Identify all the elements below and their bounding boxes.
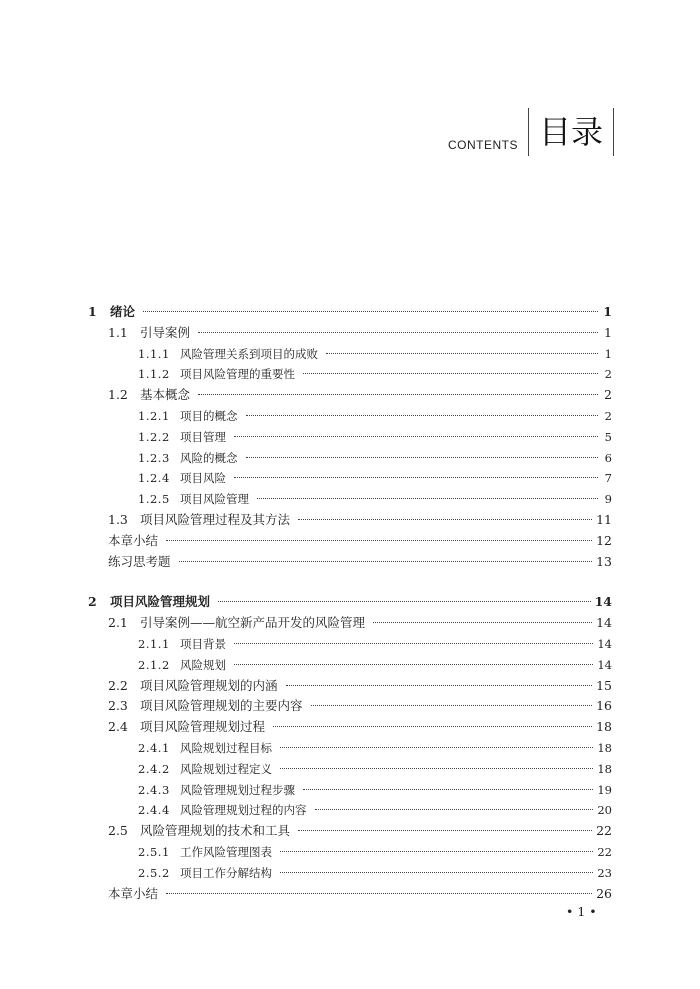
toc-entry-title: 项目的概念 — [180, 408, 238, 423]
toc-entry[interactable] — [88, 863, 612, 884]
toc-entry-title: 风险规划过程目标 — [180, 740, 272, 755]
toc-entry[interactable] — [88, 406, 612, 427]
toc-entry-number: 2.5 — [108, 823, 128, 839]
toc-entry-number: 2.5.2 — [138, 865, 170, 880]
toc-entry-title: 项目工作分解结构 — [180, 865, 272, 880]
dot-leader — [198, 394, 598, 395]
toc-entry-number: 1.3 — [108, 511, 128, 527]
toc-entry[interactable] — [88, 800, 612, 821]
toc-entry-page: 14 — [596, 615, 612, 631]
dot-leader — [218, 601, 591, 602]
toc-entry-page: 2 — [604, 367, 612, 382]
contents-header — [448, 108, 614, 156]
dot-leader — [280, 851, 593, 852]
toc-entry-title: 引导案例——航空新产品开发的风险管理 — [140, 615, 366, 631]
toc-entry-page: 20 — [597, 803, 612, 818]
toc-entry[interactable] — [88, 676, 612, 697]
toc-entry-page: 14 — [597, 657, 612, 672]
toc-entry-title: 项目风险管理规划过程 — [140, 719, 266, 735]
toc-entry-page: 14 — [594, 594, 612, 610]
dot-leader — [166, 540, 592, 541]
toc-entry[interactable] — [88, 489, 612, 510]
toc-entry-page: 23 — [597, 865, 612, 880]
dot-leader — [298, 830, 592, 831]
dot-leader — [303, 373, 598, 374]
toc-entry-title: 工作风险管理图表 — [180, 844, 272, 859]
toc-entry-page: 22 — [597, 844, 612, 859]
toc-entry-page: 5 — [604, 429, 612, 444]
dot-leader — [311, 705, 593, 706]
toc-entry-number: 2.2 — [108, 677, 128, 693]
toc-entry[interactable] — [88, 717, 612, 738]
toc-entry-number: 2.4.2 — [138, 761, 170, 776]
toc-entry[interactable] — [88, 842, 612, 863]
dot-leader — [198, 332, 598, 333]
toc-entry-title: 本章小结 — [108, 885, 159, 901]
toc-entry-number: 1.2.5 — [138, 492, 170, 507]
toc-entry-number: 2.4.3 — [138, 782, 170, 797]
toc-entry[interactable] — [88, 884, 612, 905]
dot-leader — [315, 809, 594, 810]
toc-entry-title: 风险规划 — [180, 657, 226, 672]
dot-leader — [298, 519, 592, 520]
toc-entry[interactable] — [88, 427, 612, 448]
dot-leader — [286, 685, 593, 686]
toc-entry-page: 2 — [604, 408, 612, 423]
toc-entry-page: 2 — [604, 387, 612, 403]
toc-entry-page: 16 — [596, 698, 612, 714]
toc-entry[interactable] — [88, 613, 612, 634]
page-title: 目录 — [538, 113, 603, 151]
toc-entry-page: 9 — [604, 492, 612, 507]
toc-entry-title: 项目风险管理规划的内涵 — [140, 677, 278, 693]
toc-entry[interactable] — [88, 634, 612, 655]
toc-entry-page: 13 — [596, 553, 612, 569]
toc-entry-page: 19 — [597, 782, 612, 797]
toc-entry-title: 风险管理关系到项目的成败 — [180, 346, 318, 361]
toc-entry-page: 18 — [596, 719, 612, 735]
toc-entry-page: 18 — [597, 761, 612, 776]
toc-entry-title: 项目风险管理过程及其方法 — [140, 511, 291, 527]
dot-leader — [234, 664, 593, 665]
toc-entry-number: 1.2.2 — [138, 429, 170, 444]
toc-entry[interactable] — [88, 552, 612, 573]
toc-entry[interactable] — [88, 510, 612, 531]
toc-entry-page: 7 — [604, 471, 612, 486]
toc-entry-title: 项目风险管理的重要性 — [180, 367, 295, 382]
toc-entry[interactable] — [88, 323, 612, 344]
toc-entry-page: 14 — [597, 636, 612, 651]
toc-entry-number: 1.2.4 — [138, 471, 170, 486]
dot-leader — [234, 643, 593, 644]
dot-leader — [166, 893, 592, 894]
toc-entry-page: 15 — [596, 677, 612, 693]
toc-entry[interactable] — [88, 364, 612, 385]
toc-entry-number: 1.2 — [108, 387, 128, 403]
toc-entry[interactable] — [88, 592, 612, 613]
dot-leader — [280, 872, 593, 873]
toc-entry-number: 2.5.1 — [138, 844, 170, 859]
dot-leader — [257, 498, 598, 499]
toc-entry[interactable] — [88, 385, 612, 406]
toc-entry[interactable] — [88, 302, 612, 323]
toc-entry-title: 项目风险管理 — [180, 492, 249, 507]
toc-entry-page: 1 — [604, 324, 612, 340]
toc-entry[interactable] — [88, 344, 612, 365]
toc-entry[interactable] — [88, 448, 612, 469]
toc-entry-page: 12 — [596, 532, 612, 548]
toc-entry-number: 1 — [88, 304, 97, 319]
toc-entry[interactable] — [88, 531, 612, 552]
toc-entry-title: 本章小结 — [108, 532, 159, 548]
toc-entry[interactable] — [88, 468, 612, 489]
toc-entry-title: 项目风险管理规划的主要内容 — [140, 698, 303, 714]
toc-entry-number: 1.2.1 — [138, 408, 170, 423]
dot-leader — [280, 747, 593, 748]
toc-entry-number: 1.1.2 — [138, 367, 170, 382]
dot-leader — [234, 477, 598, 478]
dot-leader — [246, 415, 599, 416]
toc-entry-title: 风险管理规划过程的内容 — [180, 803, 307, 818]
toc-entry-title: 引导案例 — [140, 324, 191, 340]
toc-entry-title: 绪论 — [110, 304, 136, 319]
toc-entry[interactable] — [88, 759, 612, 780]
toc-entry-number: 2.4.1 — [138, 740, 170, 755]
toc-entry-number: 2.1 — [108, 615, 128, 631]
toc-entry-title: 练习思考题 — [108, 553, 171, 569]
toc-entry-title: 风险管理规划的技术和工具 — [140, 823, 291, 839]
table-of-contents — [88, 302, 612, 904]
toc-entry[interactable] — [88, 738, 612, 759]
toc-entry-title: 项目背景 — [180, 636, 226, 651]
toc-entry-page: 6 — [604, 450, 612, 465]
dot-leader — [234, 436, 598, 437]
toc-entry-title: 项目风险 — [180, 471, 226, 486]
toc-entry-title: 风险管理规划过程步骤 — [180, 782, 295, 797]
toc-entry[interactable] — [88, 696, 612, 717]
toc-entry-number: 1.1.1 — [138, 346, 170, 361]
toc-entry-number: 2.3 — [108, 698, 128, 714]
toc-entry-page: 1 — [604, 346, 612, 361]
toc-entry[interactable] — [88, 821, 612, 842]
dot-leader — [246, 457, 599, 458]
toc-entry[interactable] — [88, 655, 612, 676]
toc-entry-title: 风险的概念 — [180, 450, 238, 465]
toc-entry-number: 2.1.2 — [138, 657, 170, 672]
toc-entry-page: 18 — [597, 740, 612, 755]
toc-entry-title: 项目管理 — [180, 429, 226, 444]
toc-entry-page: 22 — [596, 823, 612, 839]
toc-entry-page: 26 — [596, 885, 612, 901]
dot-leader — [143, 311, 598, 312]
page-number: • 1 • — [566, 904, 597, 919]
toc-entry-number: 1.2.3 — [138, 450, 170, 465]
dot-leader — [373, 622, 592, 623]
toc-entry-title: 风险规划过程定义 — [180, 761, 272, 776]
toc-entry-number: 1.1 — [108, 324, 128, 340]
dot-leader — [326, 353, 598, 354]
dot-leader — [303, 789, 593, 790]
toc-entry-page: 11 — [596, 511, 612, 527]
toc-entry-title: 项目风险管理规划 — [110, 594, 211, 610]
toc-entry-number: 2.1.1 — [138, 636, 170, 651]
toc-entry-number: 2.4 — [108, 719, 128, 735]
dot-leader — [179, 561, 593, 562]
toc-entry[interactable] — [88, 780, 612, 801]
contents-label: CONTENTS — [447, 138, 518, 152]
toc-entry-title: 基本概念 — [140, 387, 191, 403]
toc-entry-page: 1 — [603, 304, 612, 319]
toc-entry-number: 2 — [88, 594, 97, 610]
dot-leader — [273, 726, 592, 727]
dot-leader — [280, 768, 593, 769]
header-divider-right — [613, 108, 614, 156]
toc-entry-number: 2.4.4 — [138, 803, 170, 818]
